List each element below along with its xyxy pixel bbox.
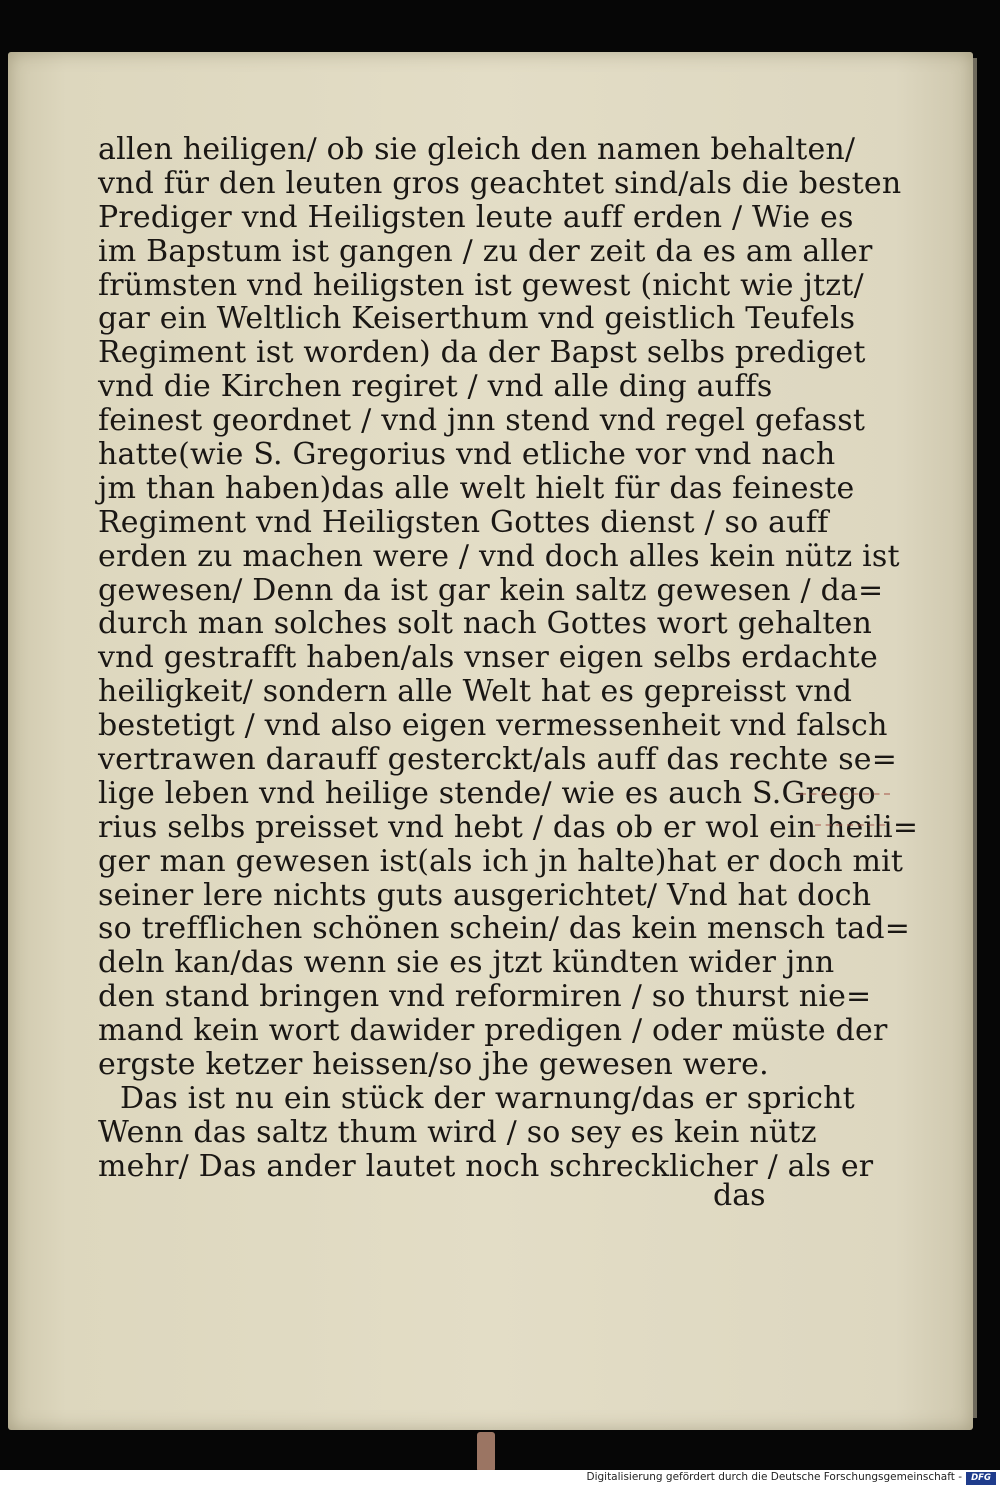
page-edge [973, 58, 977, 1418]
text-line: vnd für den leuten gros geachtet sind/als die besten [98, 165, 902, 201]
bookmark-tab [477, 1432, 495, 1472]
text-line: Regiment vnd Heiligsten Gottes dienst / so auff [98, 504, 829, 540]
text-line: durch man solches solt nach Gottes wort gehalten [98, 606, 873, 642]
text-line: rius selbs preisset vnd hebt / das ob er wol ein heili= [98, 809, 919, 845]
text-line: vertrawen darauff gesterckt/als auff das rechte se= [98, 742, 898, 778]
text-line: gar ein Weltlich Keiserthum vnd geistlich Teufels [98, 301, 856, 337]
text-line: Prediger vnd Heiligsten leute auff erden / Wie es [98, 199, 854, 235]
text-line: Wenn das saltz thum wird / so sey es kein nütz [98, 1114, 817, 1150]
text-line: frümsten vnd heiligsten ist gewest (nicht wie jtzt/ [98, 267, 864, 303]
text-line: so trefflichen schönen schein/ das kein mensch tad= [98, 911, 911, 947]
dfg-logo: DFG [966, 1472, 996, 1485]
text-line: hatte(wie S. Gregorius vnd etliche vor vnd nach [98, 437, 836, 473]
text-line: Das ist nu ein stück der warnung/das er spricht [120, 1080, 855, 1116]
margin-mark [800, 793, 890, 797]
text-line: vnd gestrafft haben/als vnser eigen selbs erdachte [98, 640, 878, 676]
text-line: im Bapstum ist gangen / zu der zeit da es am aller [98, 233, 873, 269]
text-line: feinest geordnet / vnd jnn stend vnd regel gefasst [98, 403, 866, 439]
text-line: erden zu machen were / vnd doch alles kein nütz ist [98, 538, 900, 574]
text-line: bestetigt / vnd also eigen vermessenheit vnd falsch [98, 708, 888, 744]
text-line: ergste ketzer heissen/so jhe gewesen were. [98, 1047, 769, 1083]
funding-credit: Digitalisierung gefördert durch die Deutsche Forschungsgemeinschaft - [586, 1471, 962, 1483]
text-line: vnd die Kirchen regiret / vnd alle ding auffs [98, 369, 773, 405]
text-line: ger man gewesen ist(als ich jn halte)hat er doch mit [98, 843, 904, 879]
text-line: lige leben vnd heilige stende/ wie es auch S.Grego [98, 775, 876, 811]
text-line: seiner lere nichts guts ausgerichtet/ Vnd hat doch [98, 877, 872, 913]
text-line: mehr/ Das ander lautet noch schrecklicher / als er [98, 1148, 874, 1184]
page-text [98, 132, 919, 1184]
text-line: Regiment ist worden) da der Bapst selbs prediget [98, 335, 866, 371]
catchword: das [713, 1178, 766, 1213]
text-line: heiligkeit/ sondern alle Welt hat es gepreisst vnd [98, 674, 853, 710]
text-line: gewesen/ Denn da ist gar kein saltz gewesen / da= [98, 572, 884, 608]
text-line: deln kan/das wenn sie es jtzt kündten wider jnn [98, 945, 835, 981]
text-line: allen heiligen/ ob sie gleich den namen behalten/ [98, 132, 856, 167]
text-line: jm than haben)das alle welt hielt für das feineste [98, 470, 855, 506]
text-line: mand kein wort dawider predigen / oder müste der [98, 1013, 888, 1049]
margin-mark [815, 824, 885, 828]
text-line: den stand bringen vnd reformiren / so thurst nie= [98, 979, 872, 1015]
footer-bar [0, 1470, 1000, 1488]
